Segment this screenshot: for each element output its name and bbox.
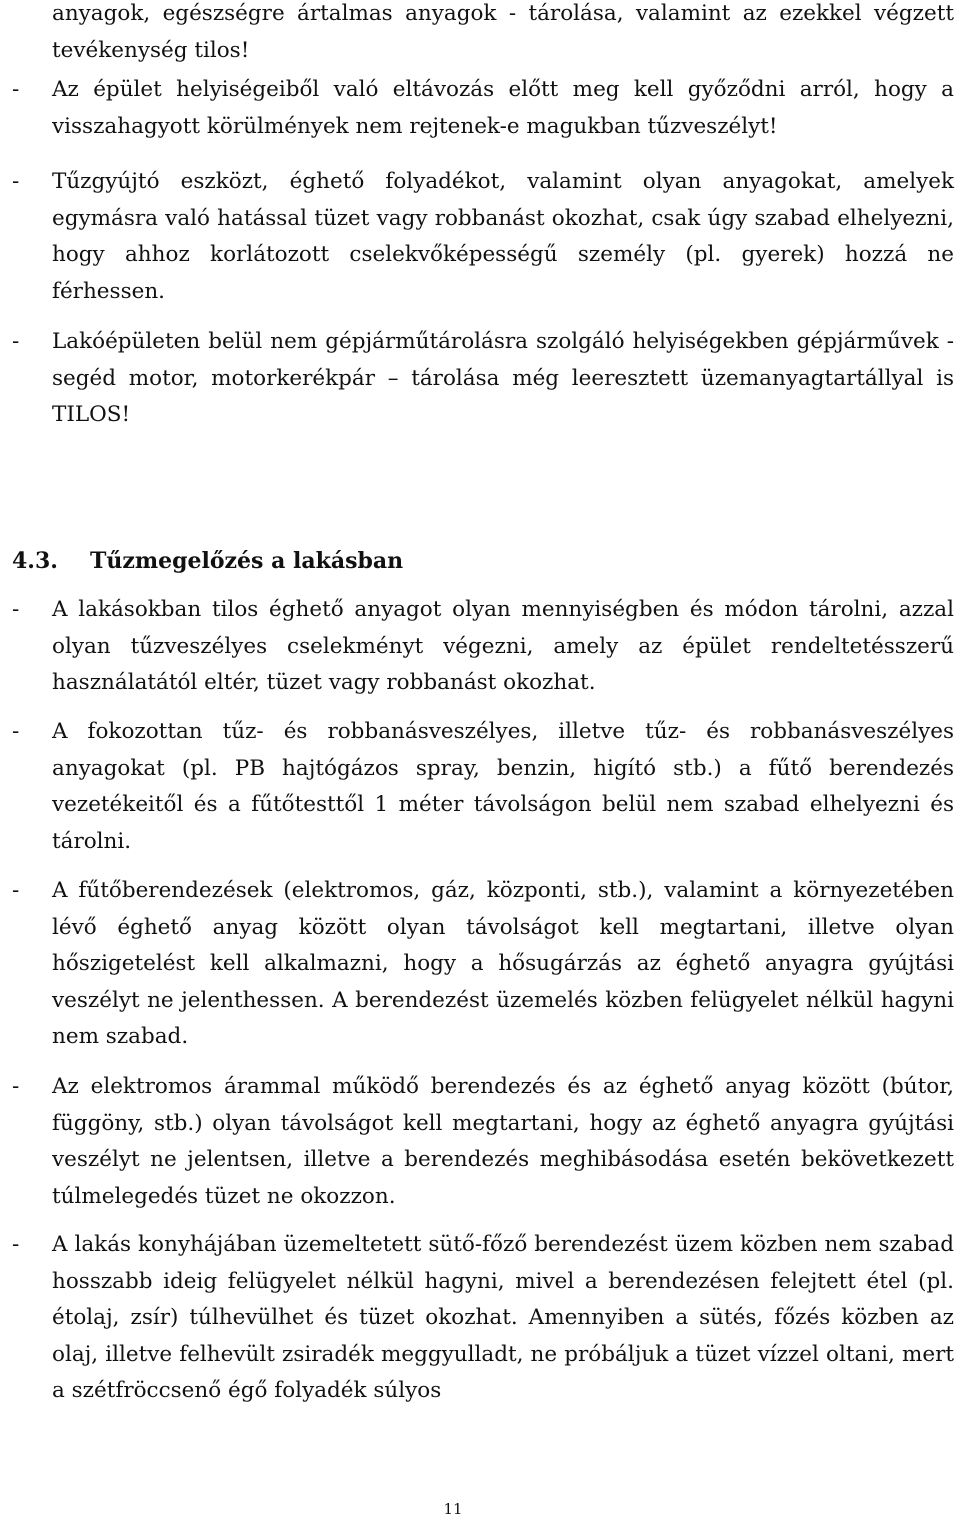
list-dash: - — [12, 1074, 20, 1099]
list-item-text: Tűzgyújtó eszközt, éghető folyadékot, valamint olyan anyagokat, amelyek egymásra való hatással tüzet vagy robbanást okozhat, csak úgy szabad elhelyezni, hogy ahhoz korlátozott cselekvőképességű személy (pl. gyerek) hozzá ne férhessen. — [52, 169, 954, 304]
continued-paragraph — [52, 0, 954, 69]
continued-paragraph-text: anyagok, egészségre ártalmas anyagok - tárolása, valamint az ezekkel végzett tevékenység tilos! — [52, 1, 954, 63]
list-dash: - — [12, 719, 20, 744]
section-number: 4.3. — [12, 548, 58, 574]
list-item-text: A lakásokban tilos éghető anyagot olyan mennyiségben és módon tárolni, azzal olyan tűzveszélyes cselekményt végezni, amely az épület rendeltetésszerű használatától eltér, tüzet vagy robbanást okozhat. — [52, 597, 954, 695]
list-item — [12, 1069, 954, 1215]
list-dash: - — [12, 878, 20, 903]
list-dash: - — [12, 329, 20, 354]
list-dash: - — [12, 597, 20, 622]
list-item-text: A fűtőberendezések (elektromos, gáz, központi, stb.), valamint a környezetében lévő éghető anyag között olyan távolságot kell megtartani, illetve olyan hőszigetelést kell alkalmazni, hogy a hősugárzás az éghető anyagra gyújtási veszélyt ne jelenthessen. A berendezést üzemelés közben felügyelet nélkül hagyni nem szabad. — [52, 878, 954, 1049]
list-item-text: Lakóépületen belül nem gépjárműtárolásra szolgáló helyiségekben gépjárművek - segéd motor, motorkerékpár – tárolása még leeresztett üzemanyagtartállyal is TILOS! — [52, 329, 954, 427]
list-item — [12, 592, 954, 702]
list-item — [12, 1227, 954, 1410]
list-item-text: A fokozottan tűz- és robbanásveszélyes, illetve tűz- és robbanásveszélyes anyagokat (pl. PB hajtógázos spray, benzin, higító stb.) a fűtő berendezés vezetékeitől és a fűtőtesttől 1 méter távolságon belül nem szabad elhelyezni és tárolni. — [52, 719, 954, 854]
list-item-text: Az elektromos árammal működő berendezés és az éghető anyag között (bútor, függöny, stb.) olyan távolságot kell megtartani, hogy az éghető anyagra gyújtási veszélyt ne jelentsen, illetve a berendezés meghibásodása esetén bekövetkezett túlmelegedés tüzet ne okozzon. — [52, 1074, 954, 1209]
list-dash: - — [12, 1232, 20, 1257]
list-dash: - — [12, 169, 20, 194]
list-item-text: A lakás konyhájában üzemeltetett sütő-főző berendezést üzem közben nem szabad hosszabb ideig felügyelet nélkül hagyni, mivel a berendezésen felejtett étel (pl. étolaj, zsír) túlhevülhet és tüzet okozhat. Amennyiben a sütés, főzés közben az olaj, illetve felhevült zsiradék meggyulladt, ne próbáljuk a tüzet vízzel oltani, mert a szétfröccsenő égő folyadék súlyos — [52, 1232, 954, 1403]
list-item-text: Az épület helyiségeiből való eltávozás előtt meg kell győződni arról, hogy a visszahagyott körülmények nem rejtenek-e magukban tűzveszélyt! — [52, 77, 954, 139]
section-title: Tűzmegelőzés a lakásban — [90, 548, 404, 574]
list-dash: - — [12, 77, 20, 102]
list-item — [12, 873, 954, 1056]
list-item — [12, 164, 954, 310]
list-item — [12, 324, 954, 434]
page-number: 11 — [443, 1500, 463, 1518]
list-item — [12, 72, 954, 145]
list-item — [12, 714, 954, 860]
